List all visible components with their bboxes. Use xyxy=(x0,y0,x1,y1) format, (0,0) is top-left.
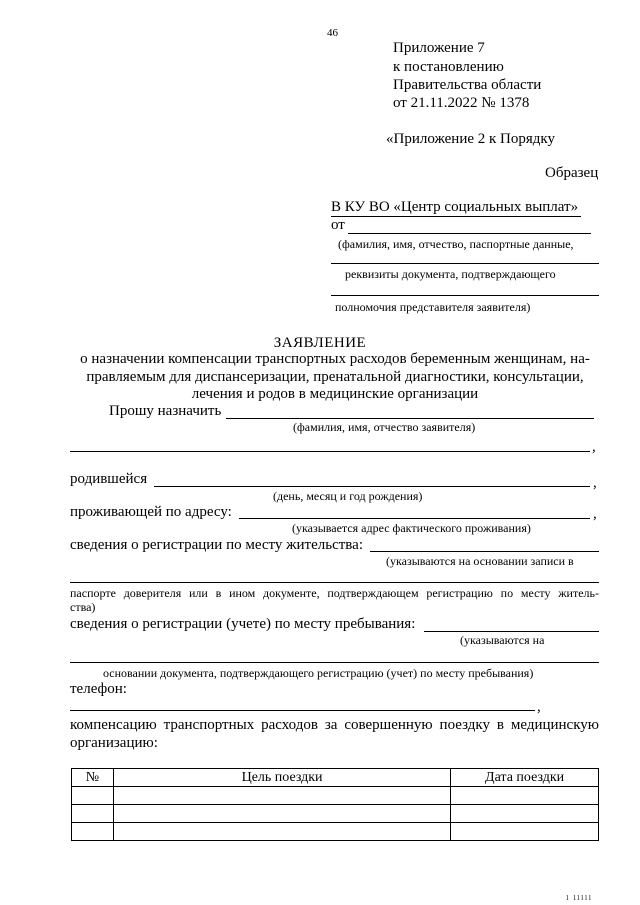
request-hint: (фамилия, имя, отчество заявителя) xyxy=(293,420,476,434)
address-label: проживающей по адресу: xyxy=(70,504,232,520)
born-hint: (день, месяц и год рождения) xyxy=(273,489,423,503)
address-line xyxy=(239,518,590,519)
registration-label: сведения о регистрации по месту жительства: xyxy=(70,537,363,553)
compensation-line-1: компенсацию транспортных расходов за совершенную поездку в медицинскую xyxy=(70,717,599,733)
phone-label: телефон: xyxy=(70,681,127,697)
request-name-line xyxy=(226,418,594,419)
addressee-to-underline xyxy=(331,216,581,217)
addressee-line-3 xyxy=(331,295,599,296)
born-line xyxy=(154,486,590,487)
table-cell-number xyxy=(72,823,114,841)
addressee-hint-1: (фамилия, имя, отчество, паспортные данные, xyxy=(338,237,574,251)
addressee-hint-2: реквизиты документа, подтверждающего xyxy=(345,267,556,281)
addressee-line-2 xyxy=(331,263,599,264)
registration-hint-3: ства) xyxy=(70,600,96,614)
addressee-to: В КУ ВО «Центр социальных выплат» xyxy=(331,199,579,215)
table-cell-purpose xyxy=(113,787,450,805)
table-cell-date xyxy=(451,805,599,823)
table-cell-date xyxy=(451,787,599,805)
registration-hint: (указываются на основании записи в xyxy=(386,554,574,568)
registration-line-2 xyxy=(70,582,599,583)
address-comma: , xyxy=(593,506,597,522)
compensation-line-2: организацию: xyxy=(70,735,158,751)
phone-line xyxy=(70,710,535,711)
addressee-from-label: от xyxy=(331,217,345,233)
table-header-row xyxy=(72,769,599,787)
stay-hint-2: основании документа, подтверждающего регистрацию (учет) по месту пребывания) xyxy=(103,666,534,680)
subtitle-line-3: лечения и родов в медицинские организации xyxy=(191,386,479,402)
request-label: Прошу назначить xyxy=(109,403,222,419)
appendix-line-1: Приложение 7 xyxy=(393,40,485,56)
table-header-date: Дата поездки xyxy=(451,769,599,787)
trip-table xyxy=(71,768,599,841)
sample-label: Образец xyxy=(545,165,599,181)
request-comma: , xyxy=(592,439,596,455)
table-row xyxy=(72,805,599,823)
stay-line xyxy=(424,631,599,632)
registration-hint-2: паспорте доверителя или в ином документе, подтверждающем регистрацию по месту житель- xyxy=(70,586,599,600)
table-header-number: № xyxy=(72,769,114,787)
table-cell-purpose xyxy=(113,805,450,823)
footer-mark: ı ııııı xyxy=(566,892,593,903)
born-label: родившейся xyxy=(70,471,148,487)
stay-line-2 xyxy=(70,662,599,663)
document-title: ЗАЯВЛЕНИЕ xyxy=(273,335,367,351)
subtitle-line-1: о назначении компенсации транспортных расходов беременным женщинам, на- xyxy=(80,351,590,367)
subtitle-line-2: правляемым для диспансеризации, пренатальной диагностики, консультации, xyxy=(86,369,584,385)
table-cell-number xyxy=(72,805,114,823)
registration-line xyxy=(370,551,599,552)
request-name-line-2 xyxy=(70,451,590,452)
appendix-line-2: к постановлению xyxy=(393,59,504,75)
stay-label: сведения о регистрации (учете) по месту пребывания: xyxy=(70,616,416,632)
table-header-purpose: Цель поездки xyxy=(113,769,450,787)
addressee-from-line xyxy=(348,233,591,234)
table-cell-number xyxy=(72,787,114,805)
born-comma: , xyxy=(593,475,597,491)
table-row xyxy=(72,787,599,805)
address-hint: (указывается адрес фактического проживания) xyxy=(292,521,531,535)
addressee-hint-3: полномочия представителя заявителя) xyxy=(335,300,531,314)
appendix-line-3: Правительства области xyxy=(393,77,542,93)
table-row xyxy=(72,823,599,841)
phone-comma: , xyxy=(537,699,541,715)
table-cell-purpose xyxy=(113,823,450,841)
stay-hint: (указываются на xyxy=(460,633,545,647)
table-cell-date xyxy=(451,823,599,841)
appendix-reference: «Приложение 2 к Порядку xyxy=(386,131,555,147)
appendix-line-4: от 21.11.2022 № 1378 xyxy=(393,95,530,111)
page-number: 46 xyxy=(327,27,338,39)
